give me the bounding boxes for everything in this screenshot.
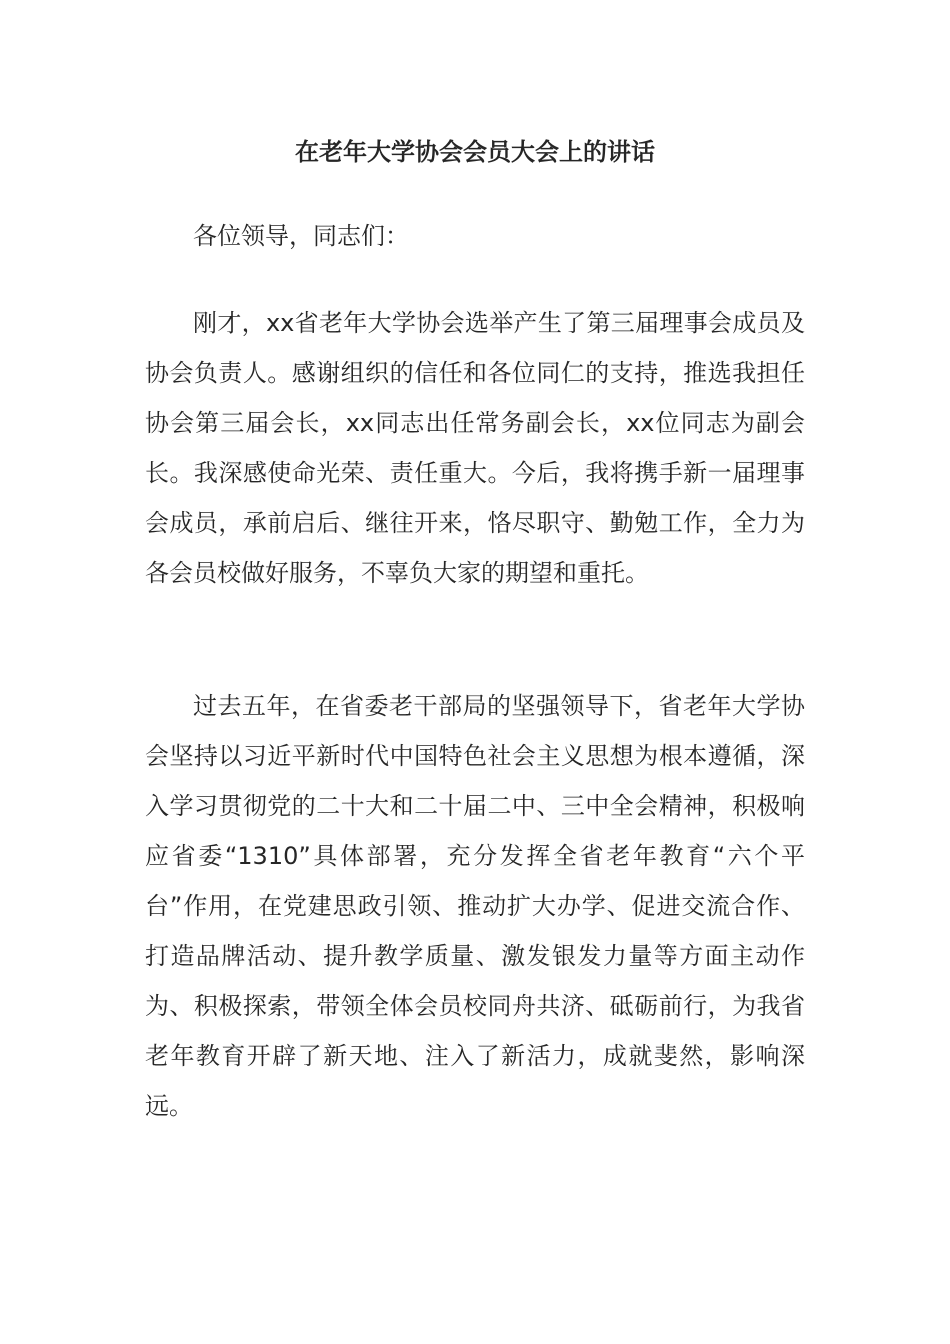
paragraph-1: 刚才，xx省老年大学协会选举产生了第三届理事会成员及协会负责人。感谢组织的信任和各位同仁的支持，推选我担任协会第三届会长，xx同志出任常务副会长，xx位同志为副会长。我深感使命光荣、责任重大。今后，我将携手新一届理事会成员，承前启后、继往开来，恪尽职守、勤勉工作，全力为各会员校做好服务，不辜负大家的期望和重托。 bbox=[145, 309, 805, 587]
salutation: 各位领导，同志们： bbox=[193, 222, 409, 250]
paragraph-2: 过去五年，在省委老干部局的坚强领导下，省老年大学协会坚持以习近平新时代中国特色社会主义思想为根本遵循，深入学习贯彻党的二十大和二十届二中、三中全会精神，积极响应省委“1310”具体部署，充分发挥全省老年教育“六个平台”作用，在党建思政引领、推动扩大办学、促进交流合作、打造品牌活动、提升教学质量、激发银发力量等方面主动作为、积极探索，带领全体会员校同舟共济、砥砺前行，为我省老年教育开辟了新天地、注入了新活力，成就斐然，影响深远。 bbox=[145, 692, 805, 1120]
document-title: 在老年大学协会会员大会上的讲话 bbox=[295, 138, 655, 166]
